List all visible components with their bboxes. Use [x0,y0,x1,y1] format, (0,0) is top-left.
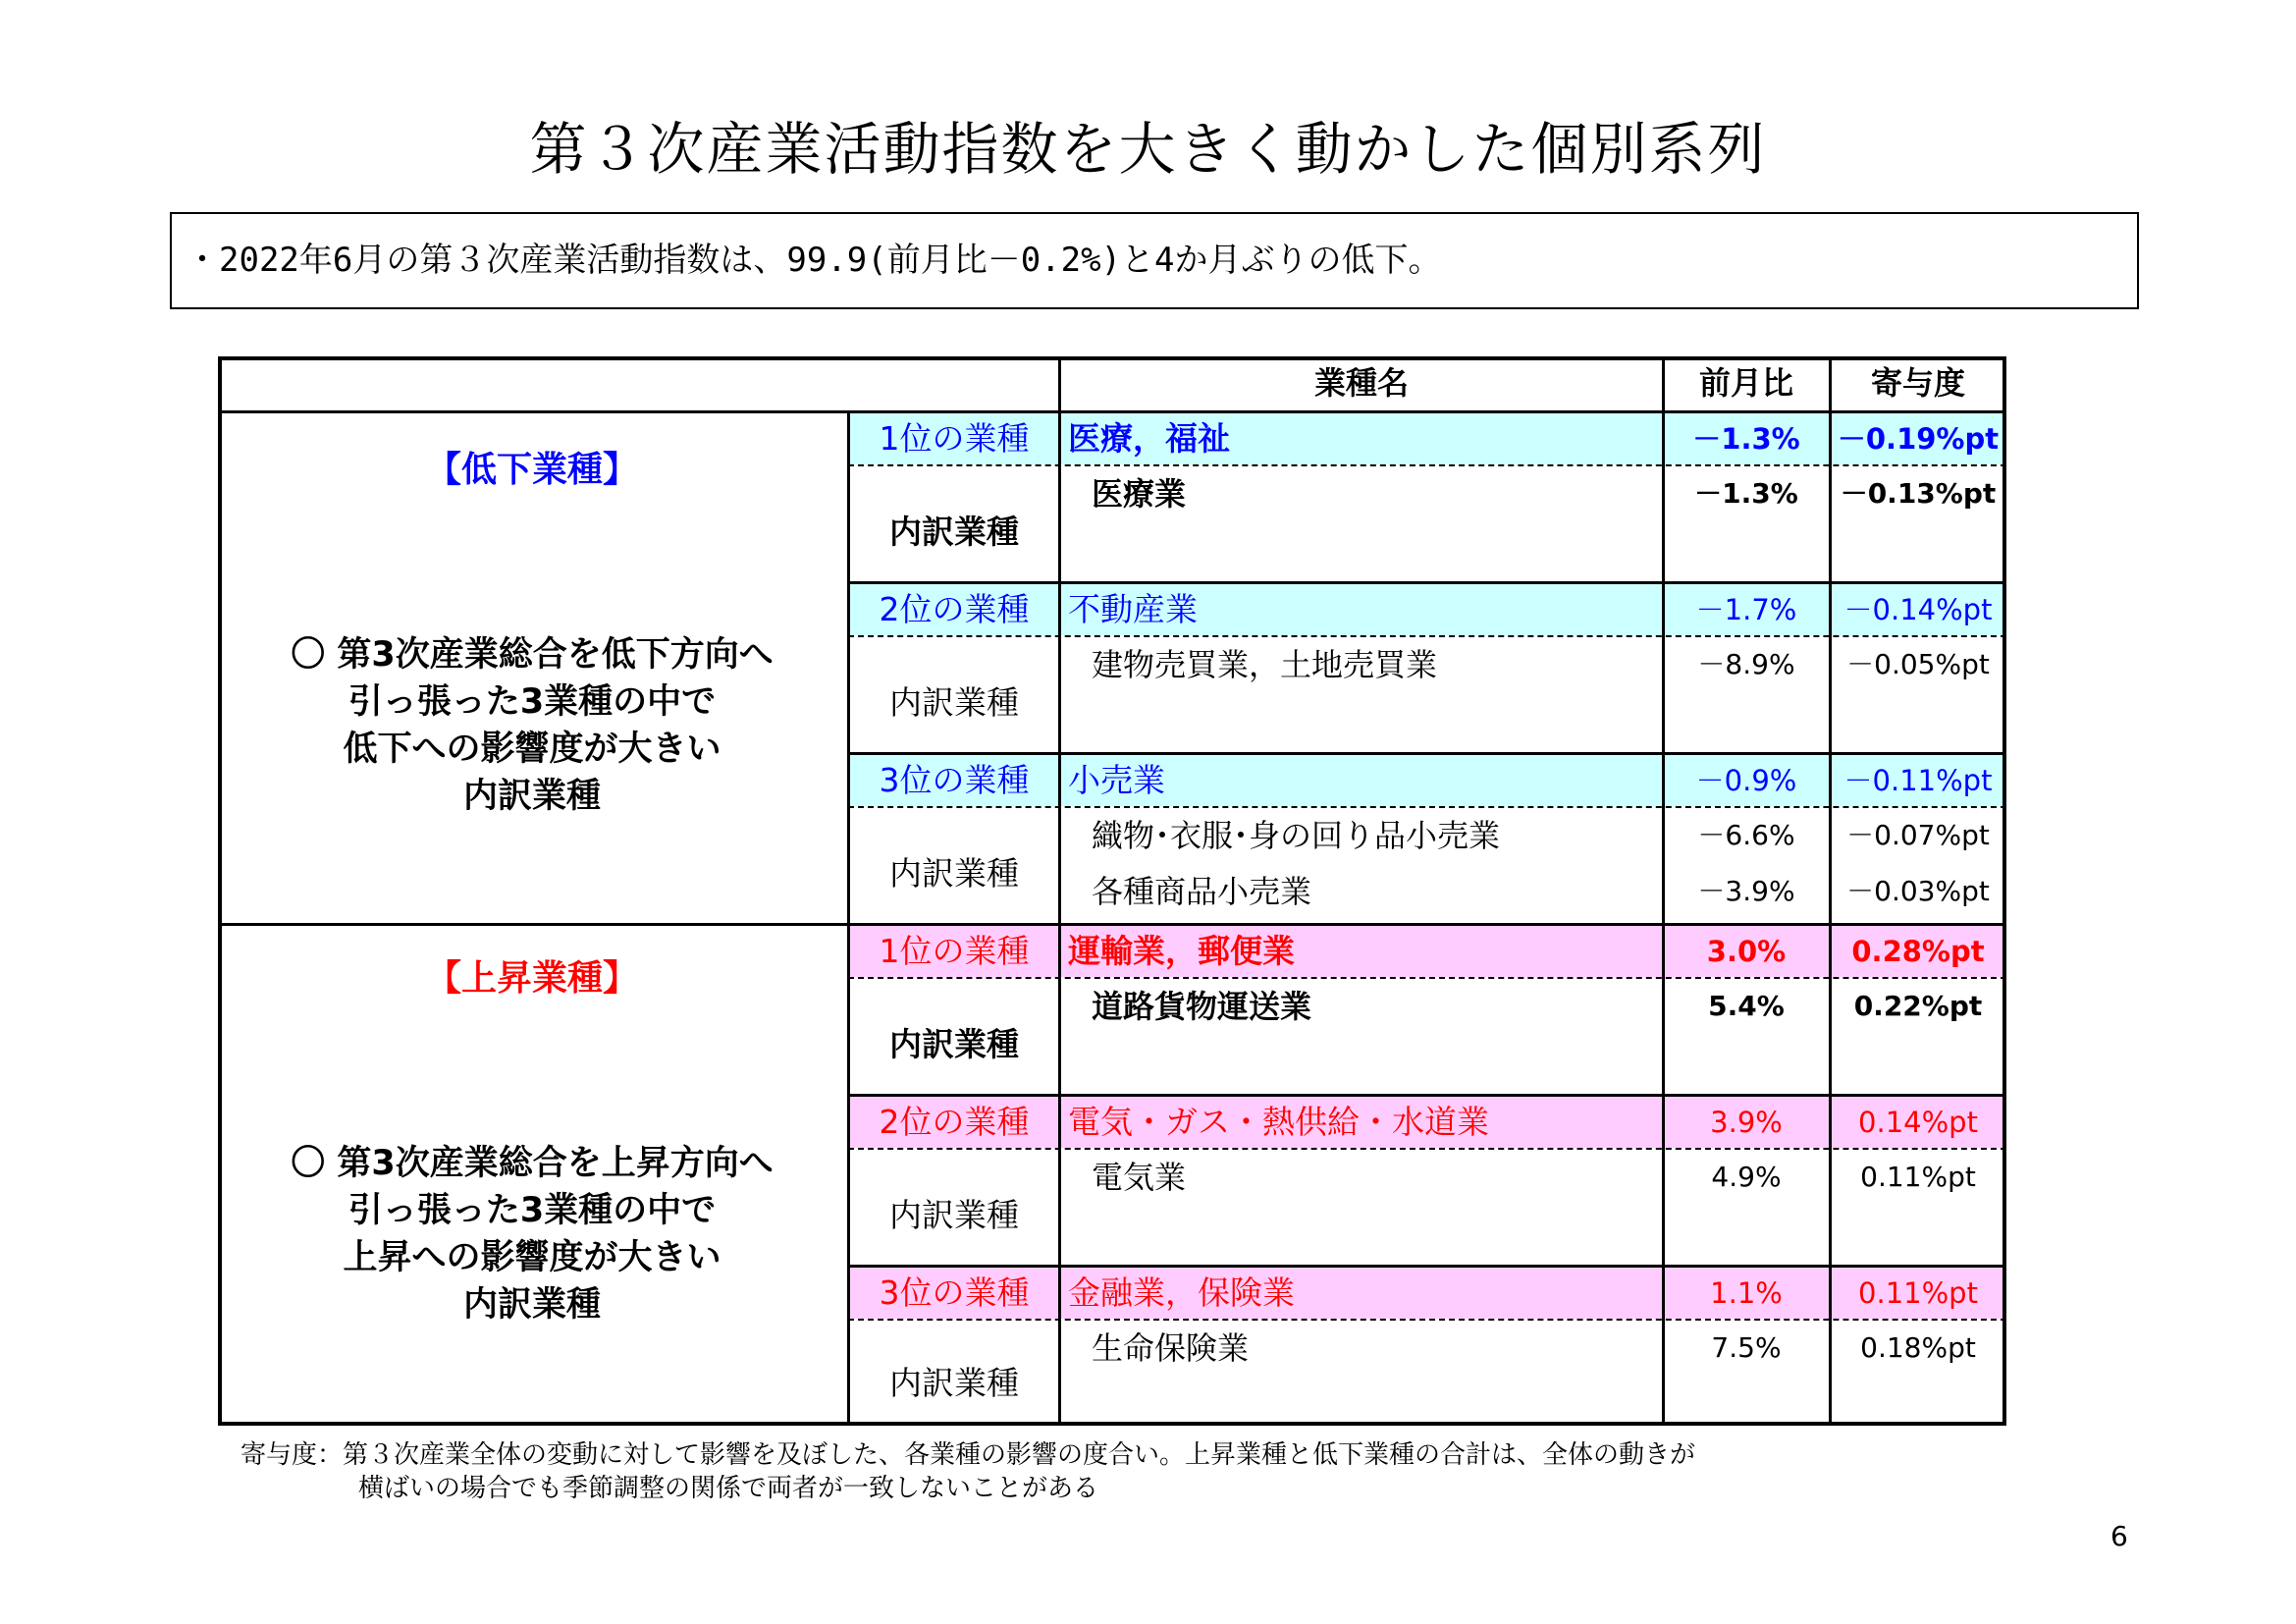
rise-section-label: 【上昇業種】 [425,958,638,999]
table-divider [1662,356,1665,1426]
rank-contribution: －0.14%pt [1843,593,1993,626]
rise-description-line: 引っ張った3業種の中で [347,1191,717,1230]
rank-label: 3位の業種 [879,761,1030,799]
sub-contribution: 0.11%pt [1860,1161,1976,1193]
rank-mom: －0.9% [1695,764,1797,797]
sub-industry-name: 各種商品小売業 [1092,873,1312,910]
header-blank [218,356,1060,411]
sub-contribution: －0.03%pt [1846,875,1990,907]
decline-description-line: 引っ張った3業種の中で [347,682,717,722]
footnote [240,1438,2007,1505]
table-divider [848,1094,2006,1097]
decline-description [218,631,846,820]
rise-description-line: 上昇への影響度が大きい [343,1238,721,1277]
sub-label: 内訳業種 [889,854,1019,893]
footnote-line: 横ばいの場合でも季節調整の関係で両者が一致しないことがある [358,1474,1099,1503]
sub-industry-name: 電気業 [1092,1159,1187,1196]
rise-description-line: 内訳業種 [462,1285,601,1325]
rank-industry-name: 金融業，保険業 [1068,1273,1295,1312]
rank-contribution: 0.14%pt [1858,1106,1978,1139]
rank-label: 2位の業種 [879,1103,1030,1141]
table-divider [848,752,2006,755]
ranking-table [218,356,2006,1426]
sub-mom: 4.9% [1711,1161,1782,1193]
rise-description-line: 〇 第3次産業総合を上昇方向へ [291,1144,774,1183]
rank-mom: 3.9% [1710,1106,1783,1139]
header-mom: 前月比 [1698,364,1793,402]
dashed-divider [848,464,2006,466]
sub-label: 内訳業種 [889,1196,1019,1234]
table-divider [848,581,2006,584]
sub-mom: －6.6% [1697,819,1795,851]
sub-mom: －1.3% [1694,477,1798,510]
rank-contribution: －0.11%pt [1843,764,1993,797]
header-contribution: 寄与度 [1870,364,1965,402]
decline-section-label: 【低下業種】 [425,450,638,490]
page-number: 6 [2110,1520,2128,1552]
sub-mom: －8.9% [1697,648,1795,680]
footnote-line: 寄与度：第３次産業全体の変動に対して影響を及ぼした、各業種の影響の度合い。上昇業種と低下業種の合計は、全体の動きが [240,1440,1696,1470]
sub-mom: 5.4% [1708,990,1785,1022]
sub-contribution: 0.22%pt [1853,990,1983,1022]
summary-box: ・2022年6月の第３次産業活動指数は、99.9(前月比－0.2%)と4か月ぶりの低下。 [170,212,2139,309]
decline-description-line: 〇 第3次産業総合を低下方向へ [291,635,774,675]
rank-label: 2位の業種 [879,590,1030,628]
dashed-divider [848,806,2006,808]
rank-label: 1位の業種 [879,932,1030,970]
sub-contribution: －0.13%pt [1840,477,1997,510]
sub-contribution: －0.07%pt [1846,819,1990,851]
rank-label: 1位の業種 [879,419,1030,458]
rank-label: 3位の業種 [879,1273,1030,1312]
decline-description-line: 低下への影響度が大きい [343,730,721,769]
sub-industry-name: 織物･衣服･身の回り品小売業 [1092,817,1501,854]
table-divider [847,410,850,1426]
rank-contribution: 0.11%pt [1858,1276,1978,1310]
sub-industry-name: 生命保険業 [1092,1329,1250,1367]
rank-industry-name: 小売業 [1068,761,1165,799]
sub-mom: －3.9% [1697,875,1795,907]
sub-label: 内訳業種 [889,1025,1019,1063]
sub-contribution: －0.05%pt [1846,648,1990,680]
table-divider [218,923,2006,926]
sub-industry-name: 医療業 [1092,475,1187,513]
page-title: 第３次産業活動指数を大きく動かした個別系列 [529,116,1767,183]
rank-industry-name: 電気・ガス・熱供給・水道業 [1068,1103,1489,1141]
rise-description [218,1140,846,1328]
rank-mom: －1.7% [1695,593,1797,626]
sub-contribution: 0.18%pt [1860,1331,1976,1364]
dashed-divider [848,1148,2006,1150]
rank-mom: －1.3% [1692,422,1800,456]
dashed-divider [848,1319,2006,1321]
rank-contribution: －0.19%pt [1837,422,2000,456]
rank-industry-name: 医療，福祉 [1068,419,1230,458]
rank-mom: 3.0% [1706,935,1787,968]
table-divider [1829,356,1832,1426]
rank-mom: 1.1% [1710,1276,1783,1310]
dashed-divider [848,977,2006,979]
table-divider [848,1265,2006,1268]
sub-label: 内訳業種 [889,683,1019,722]
sub-mom: 7.5% [1711,1331,1782,1364]
sub-industry-name: 建物売買業，土地売買業 [1092,646,1438,683]
rank-industry-name: 不動産業 [1068,590,1198,628]
table-divider [1058,356,1061,1426]
header-industry: 業種名 [1313,364,1409,402]
rank-contribution: 0.28%pt [1851,935,1985,968]
dashed-divider [848,635,2006,637]
sub-industry-name: 道路貨物運送業 [1092,988,1312,1025]
rank-industry-name: 運輸業，郵便業 [1068,932,1295,970]
sub-label: 内訳業種 [889,513,1019,551]
table-divider [218,410,2006,413]
sub-label: 内訳業種 [889,1364,1019,1402]
decline-description-line: 内訳業種 [462,777,601,816]
